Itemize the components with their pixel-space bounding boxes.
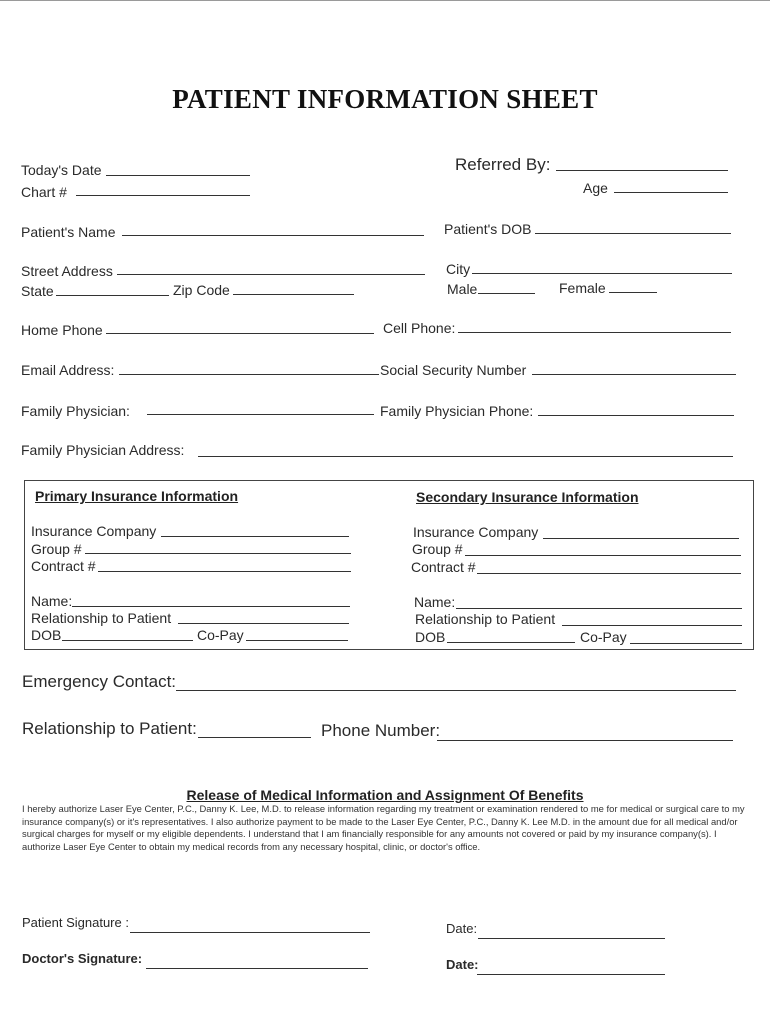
street-address-label: Street Address bbox=[21, 263, 113, 279]
secondary-relationship-label: Relationship to Patient bbox=[415, 611, 556, 627]
city-field[interactable] bbox=[472, 273, 732, 274]
primary-insurance-heading: Primary Insurance Information bbox=[35, 488, 239, 504]
family-physician-address-field[interactable] bbox=[198, 456, 733, 457]
age-label: Age bbox=[583, 180, 608, 196]
secondary-contract-label: Contract # bbox=[411, 559, 476, 575]
secondary-contract-field[interactable] bbox=[477, 573, 741, 574]
doctor-signature-label: Doctor's Signature: bbox=[22, 951, 143, 966]
doctor-signature-field[interactable] bbox=[146, 968, 368, 969]
emergency-phone-label: Phone Number: bbox=[321, 721, 441, 740]
chart-number-label: Chart # bbox=[21, 184, 67, 200]
emergency-relationship-field[interactable] bbox=[198, 737, 311, 738]
home-phone-field[interactable] bbox=[106, 333, 374, 334]
city-label: City bbox=[446, 261, 471, 277]
secondary-group-label: Group # bbox=[412, 541, 463, 557]
secondary-insurance-heading: Secondary Insurance Information bbox=[416, 489, 639, 505]
secondary-insurance-company-label: Insurance Company bbox=[413, 524, 539, 540]
secondary-relationship-field[interactable] bbox=[562, 625, 742, 626]
zip-code-field[interactable] bbox=[233, 294, 354, 295]
state-label: State bbox=[21, 283, 54, 299]
email-address-label: Email Address: bbox=[21, 362, 115, 378]
ssn-field[interactable] bbox=[532, 374, 736, 375]
email-address-field[interactable] bbox=[119, 374, 379, 375]
date-field-1[interactable] bbox=[478, 938, 665, 939]
home-phone-label: Home Phone bbox=[21, 322, 103, 338]
cell-phone-field[interactable] bbox=[458, 332, 731, 333]
emergency-contact-field[interactable] bbox=[176, 690, 736, 691]
primary-name-field[interactable] bbox=[72, 606, 350, 607]
release-paragraph: I hereby authorize Laser Eye Center, P.C., Danny K. Lee, M.D. to release information regarding my treatment or examination rendered to me for medical or surgical care to my insurance company(s) or it's representatives. I also authorize payment to be made to the Laser Eye Center, P.C., Danny K. Lee M.D. in the amount due for all medical and/or surgical charges for myself or my eligible dependents. I understand that I am financially responsible for any amounts not covered or paid by my insurance company(s). I authorize Laser Eye Center to obtain my medical records from any necessary hospital, clinic, or doctor's office. bbox=[22, 803, 745, 852]
primary-contract-label: Contract # bbox=[31, 558, 96, 574]
secondary-copay-label: Co-Pay bbox=[580, 629, 627, 645]
zip-code-label: Zip Code bbox=[173, 282, 230, 298]
cell-phone-label: Cell Phone: bbox=[383, 320, 456, 336]
emergency-contact-label: Emergency Contact: bbox=[22, 672, 177, 691]
secondary-name-field[interactable] bbox=[456, 608, 742, 609]
female-field[interactable] bbox=[609, 292, 657, 293]
female-label: Female bbox=[559, 280, 606, 296]
todays-date-field[interactable] bbox=[106, 175, 250, 176]
secondary-group-field[interactable] bbox=[465, 555, 741, 556]
primary-group-field[interactable] bbox=[85, 553, 351, 554]
secondary-insurance-company-field[interactable] bbox=[543, 538, 739, 539]
age-field[interactable] bbox=[614, 192, 728, 193]
chart-number-field[interactable] bbox=[76, 195, 250, 196]
family-physician-phone-label: Family Physician Phone: bbox=[380, 403, 534, 419]
primary-insurance-company-field[interactable] bbox=[161, 536, 349, 537]
male-field[interactable] bbox=[478, 293, 535, 294]
family-physician-label: Family Physician: bbox=[21, 403, 130, 419]
family-physician-address-label: Family Physician Address: bbox=[21, 442, 185, 458]
todays-date-label: Today's Date bbox=[21, 162, 102, 178]
primary-relationship-field[interactable] bbox=[178, 623, 349, 624]
ssn-label: Social Security Number bbox=[380, 362, 527, 378]
family-physician-phone-field[interactable] bbox=[538, 415, 734, 416]
primary-group-label: Group # bbox=[31, 541, 82, 557]
emergency-phone-field[interactable] bbox=[437, 740, 733, 741]
primary-copay-field[interactable] bbox=[246, 640, 348, 641]
date-label-1: Date: bbox=[446, 921, 478, 936]
release-heading: Release of Medical Information and Assignment Of Benefits bbox=[186, 787, 584, 803]
male-label: Male bbox=[447, 281, 478, 297]
primary-relationship-label: Relationship to Patient bbox=[31, 610, 172, 626]
primary-copay-label: Co-Pay bbox=[197, 627, 244, 643]
secondary-dob-label: DOB bbox=[415, 629, 446, 645]
state-field[interactable] bbox=[56, 295, 169, 296]
secondary-dob-field[interactable] bbox=[447, 642, 575, 643]
primary-dob-label: DOB bbox=[31, 627, 62, 643]
date-field-2[interactable] bbox=[477, 974, 665, 975]
patient-name-label: Patient's Name bbox=[21, 224, 116, 240]
primary-contract-field[interactable] bbox=[98, 571, 351, 572]
patient-signature-label: Patient Signature : bbox=[22, 915, 129, 930]
page-top-edge bbox=[0, 0, 770, 1]
secondary-copay-field[interactable] bbox=[630, 643, 742, 644]
patient-signature-field[interactable] bbox=[130, 932, 370, 933]
primary-dob-field[interactable] bbox=[62, 640, 193, 641]
secondary-name-label: Name: bbox=[414, 594, 456, 610]
patient-name-field[interactable] bbox=[122, 235, 424, 236]
emergency-relationship-label: Relationship to Patient: bbox=[22, 719, 197, 738]
referred-by-field[interactable] bbox=[556, 170, 728, 171]
patient-dob-field[interactable] bbox=[535, 233, 731, 234]
patient-dob-label: Patient's DOB bbox=[444, 221, 532, 237]
family-physician-field[interactable] bbox=[147, 414, 374, 415]
page-title: PATIENT INFORMATION SHEET bbox=[172, 84, 598, 114]
street-address-field[interactable] bbox=[117, 274, 425, 275]
primary-name-label: Name: bbox=[31, 593, 73, 609]
date-label-2: Date: bbox=[446, 957, 479, 972]
referred-by-label: Referred By: bbox=[455, 155, 551, 174]
primary-insurance-company-label: Insurance Company bbox=[31, 523, 157, 539]
